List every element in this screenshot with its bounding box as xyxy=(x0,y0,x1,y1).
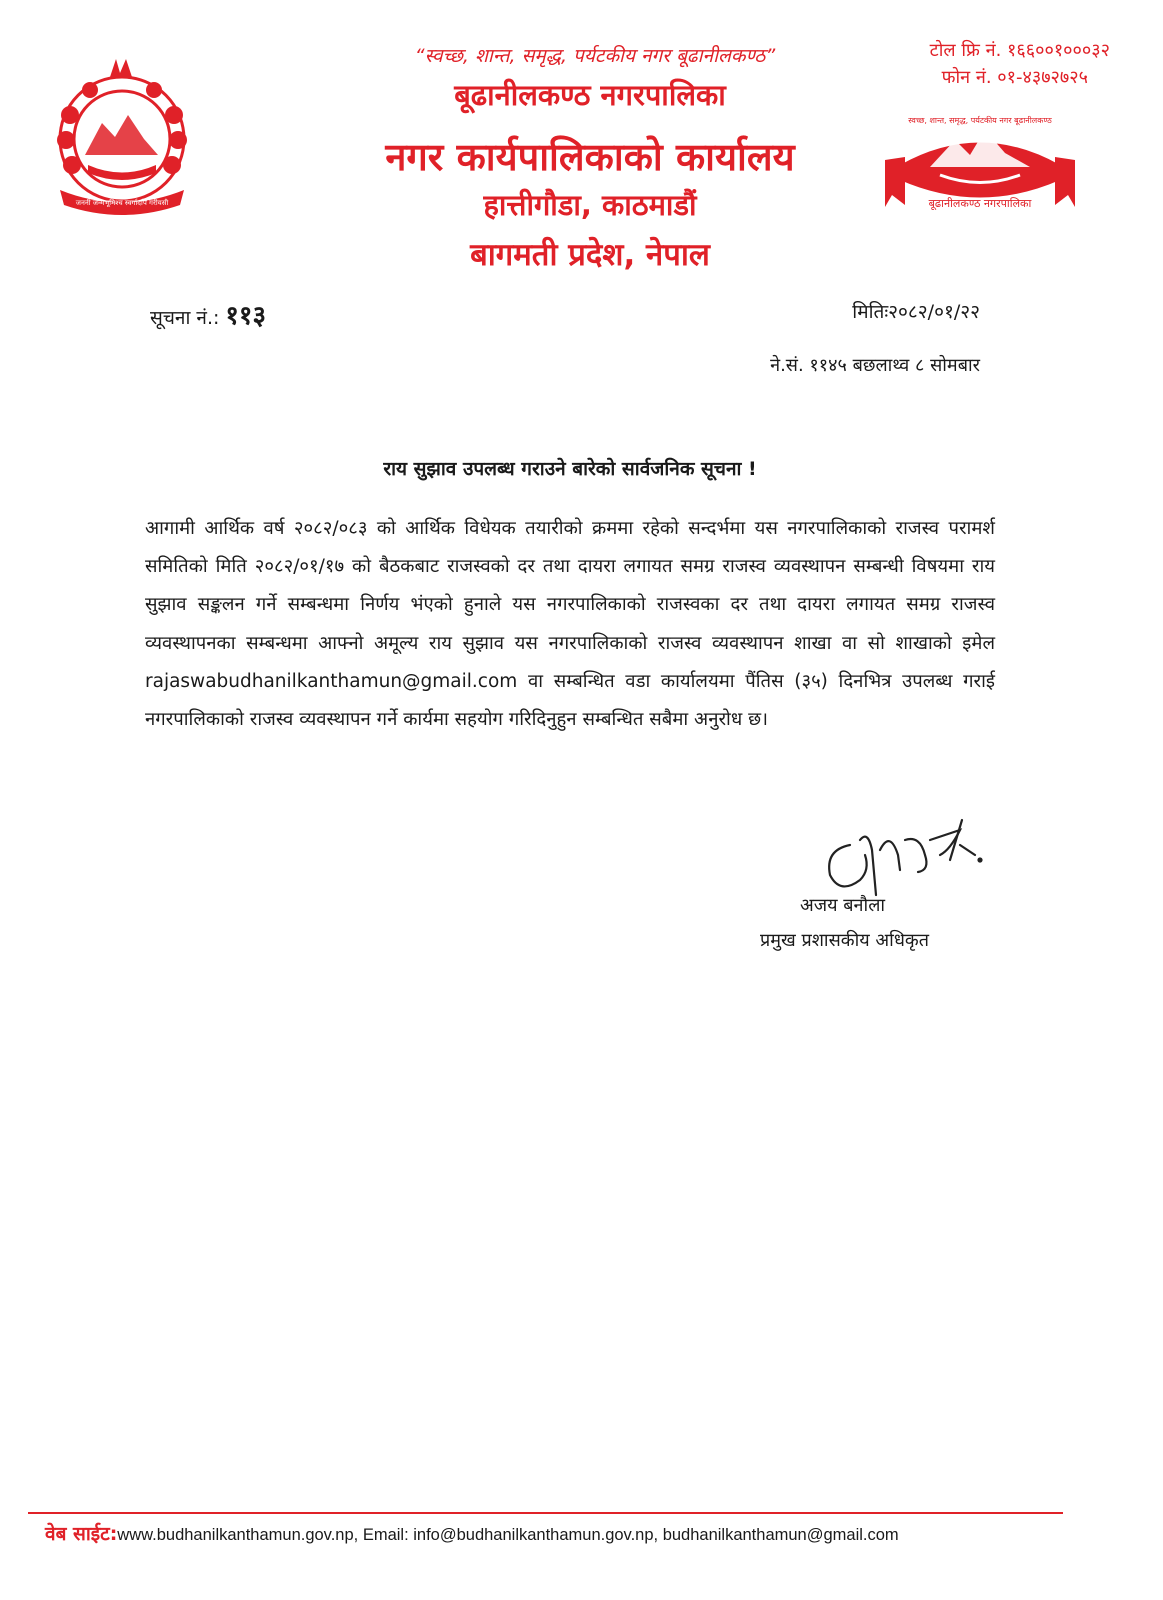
notice-title: राय सुझाव उपलब्ध गराउने बारेको सार्वजनिक सूचना ! xyxy=(383,458,757,480)
footer xyxy=(45,1520,1145,1546)
footer-website-label: वेब साईट: xyxy=(45,1523,118,1545)
municipality-logo xyxy=(880,95,1080,220)
signer-name: अजय बनौला xyxy=(800,895,886,916)
municipality-name: बूढानीलकण्ठ नगरपालिका xyxy=(454,78,726,112)
nepal-emblem-logo xyxy=(40,55,205,220)
logo-slogan: स्वच्छ, शान्त, समृद्ध, पर्यटकीय नगर बूढानीलकण्ठ xyxy=(908,116,1052,125)
logo-name: बूढानीलकण्ठ नगरपालिका xyxy=(928,197,1032,210)
slogan: “स्वच्छ, शान्त, समृद्ध, पर्यटकीय नगर बूढानीलकण्ठ” xyxy=(414,45,776,67)
notice-number-line xyxy=(150,296,266,332)
notice-date: मितिः२०८२/०१/२२ xyxy=(852,301,980,323)
office-province: बागमती प्रदेश, नेपाल xyxy=(470,237,710,273)
notice-body: आगामी आर्थिक वर्ष २०८२/०८३ को आर्थिक विधेयक तयारीको क्रममा रहेको सन्दर्भमा यस नगरपालिकाको राजस्व परामर्श समितिको मिति २०८२/०१/१७ को बैठकबाट राजस्वको दर तथा दायरा लगायत समग्र राजस्व व्यवस्थापन सम्बन्धी विषयमा राय सुझाव सङ्कलन गर्ने सम्बन्धमा निर्णय भंएको हुनाले यस नगरपालिकाको राजस्वका दर तथा दायरा लगायत समग्र राजस्व व्यवस्थापनका सम्बन्धमा आफ्नो अमूल्य राय सुझाव यस नगरपालिकाको राजस्व व्यवस्थापन शाखा वा सो शाखाको इमेल rajaswabudhanilkanthamun@gmail.com वा सम्बन्धित वडा कार्यालयमा पैंतिस (३५) दिनभित्र उपलब्ध गराई नगरपालिकाको राजस्व व्यवस्थापन गर्ने कार्यमा सहयोग गरिदिनुहुन सम्बन्धित सबैमा अनुरोध छ। xyxy=(145,518,995,731)
footer-contact-text: www.budhanilkanthamun.gov.np, Email: info@budhanilkanthamun.gov.np, budhanilkanthamun@gmail.com xyxy=(117,1526,899,1544)
toll-free-number: टोल फ्रि नं. १६६००१०००३२ xyxy=(929,40,1110,61)
office-address: हात्तीगौडा, काठमाडौं xyxy=(483,188,697,222)
footer-divider xyxy=(28,1512,1063,1514)
signer-title: प्रमुख प्रशासकीय अधिकृत xyxy=(760,930,929,951)
notice-number: ११३ xyxy=(225,301,266,331)
signature-mark xyxy=(810,800,990,900)
office-name: नगर कार्यपालिकाको कार्यालय xyxy=(385,135,795,179)
notice-number-label: सूचना नं.: xyxy=(150,307,220,329)
emblem-motto: जननी जन्मभूमिश्च स्वर्गादपि गरीयसी xyxy=(75,199,169,207)
phone-number: फोन नं. ०१-४३७२७२५ xyxy=(941,67,1088,88)
nepal-sambat-date: ने.सं. ११४५ बछलाथ्व ८ सोमबार xyxy=(770,355,980,376)
